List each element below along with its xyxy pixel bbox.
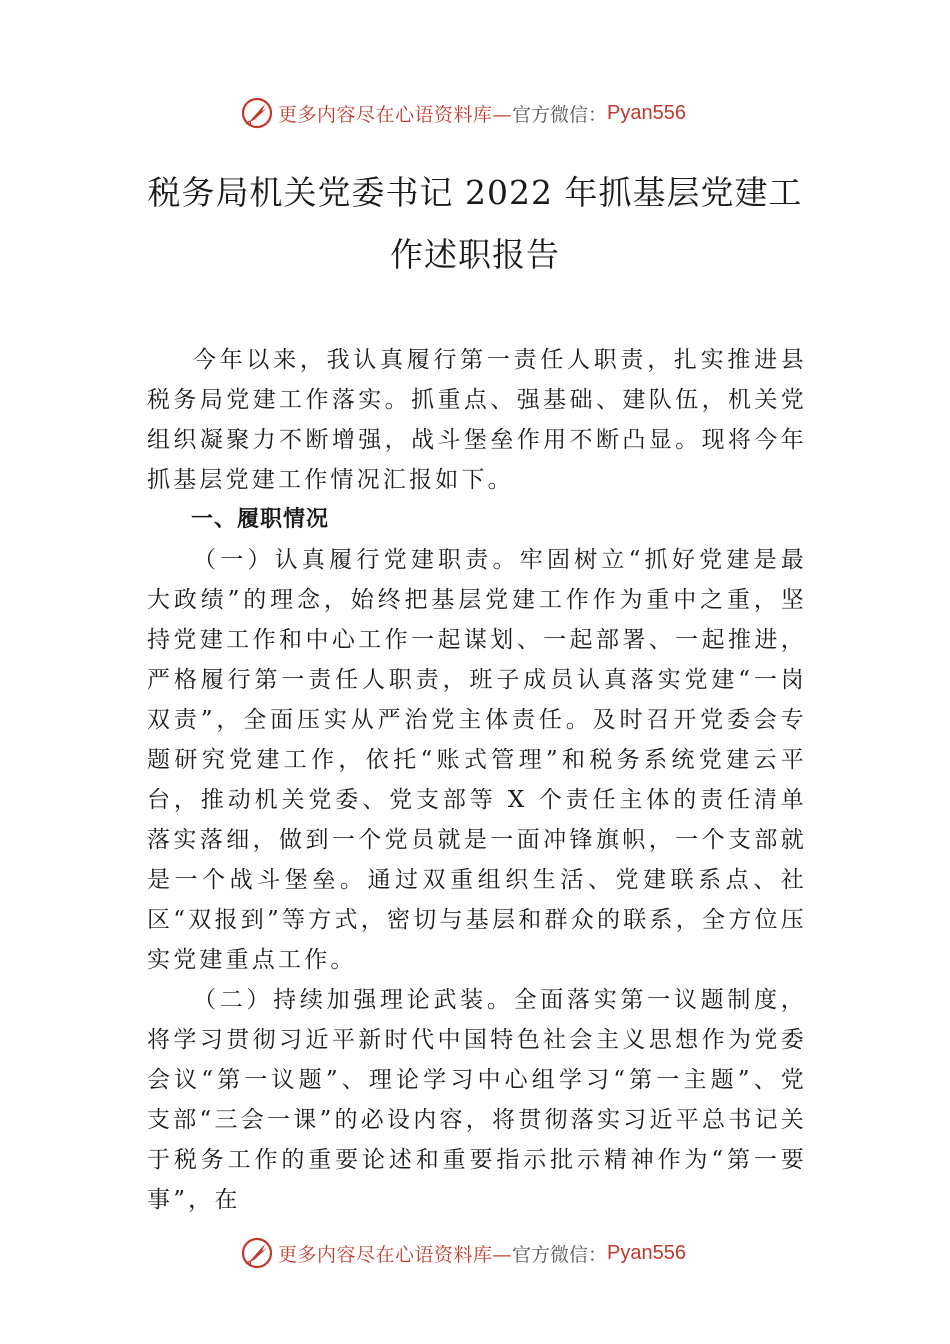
banner-main-text: 更多内容尽在心语资料库— (278, 1243, 513, 1266)
document-body (147, 340, 807, 1220)
paragraph-1: （一）认真履行党建职责。牢固树立“抓好党建是最大政绩”的理念，始终把基层党建工作作为重中之重，坚持党建工作和中心工作一起谋划、一起部署、一起推进，严格履行第一责任人职责，班子成员认真落实党建“一岗双责”，全面压实从严治党主体责任。及时召开党委会专题研究党建工作，依托“账式管理”和税务系统党建云平台，推动机关党委、党支部等 X 个责任主体的责任清单落实落细，做到一个党员就是一面冲锋旗帜，一个支部就是一个战斗堡垒。通过双重组织生活、党建联系点、社区“双报到”等方式，密切与基层和群众的联系，全方位压实党建重点工作。 (147, 547, 807, 973)
title-line-1: 税务局机关党委书记 2022 年抓基层党建工 (147, 173, 803, 212)
section-heading: 一、履职情况 (191, 507, 330, 532)
quill-pen-logo-icon (240, 96, 274, 130)
banner-wechat-id: Pyan556 (607, 101, 686, 124)
quill-pen-logo-icon (240, 1236, 274, 1270)
banner-wechat-label: 官方微信： (512, 103, 608, 126)
paragraph-2: （二）持续加强理论武装。全面落实第一议题制度，将学习贯彻习近平新时代中国特色社会主义思想作为党委会议“第一议题”、理论学习中心组学习“第一主题”、党支部“三会一课”的必设内容，将贯彻落实习近平总书记关于税务工作的重要论述和重要指示批示精神作为“第一要事”，在 (147, 987, 807, 1213)
header-watermark-banner (240, 96, 760, 130)
banner-wechat-id: Pyan556 (607, 1241, 686, 1264)
footer-watermark-banner (240, 1236, 760, 1270)
title-line-2: 作述职报告 (390, 235, 560, 274)
banner-main-text: 更多内容尽在心语资料库— (278, 103, 513, 126)
document-title (120, 162, 830, 286)
banner-wechat-label: 官方微信： (512, 1243, 608, 1266)
intro-paragraph: 今年以来，我认真履行第一责任人职责，扎实推进县税务局党建工作落实。抓重点、强基础、建队伍，机关党组织凝聚力不断增强，战斗堡垒作用不断凸显。现将今年抓基层党建工作情况汇报如下。 (147, 347, 807, 493)
